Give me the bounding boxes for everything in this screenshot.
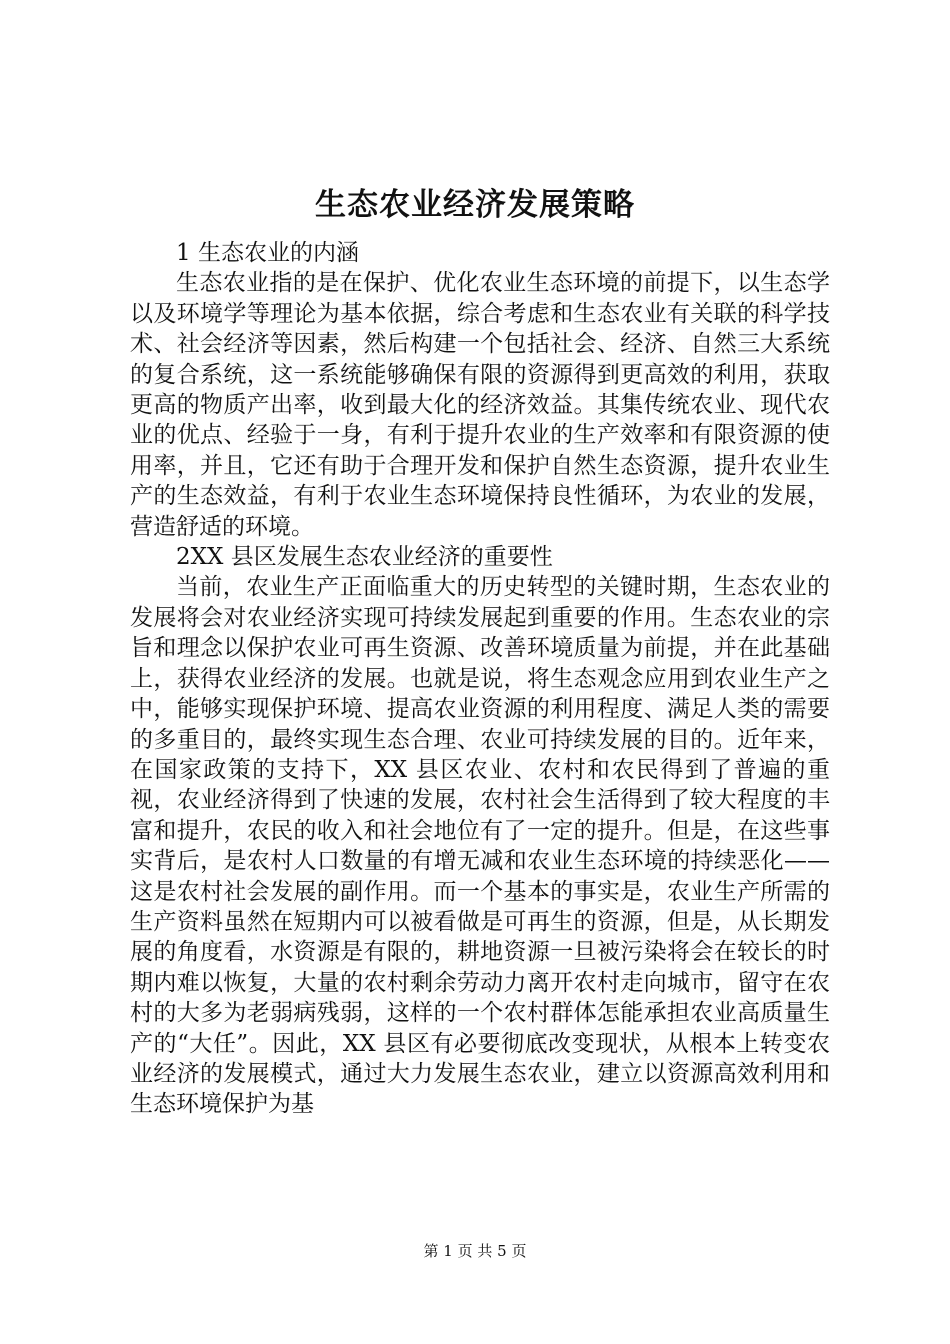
document-title: 生态农业经济发展策略 xyxy=(315,187,635,223)
section-paragraph-2: 当前，农业生产正面临重大的历史转型的关键时期，生态农业的发展将会对农业经济实现可持续发展起到重要的作用。生态农业的宗旨和理念以保护农业可再生资源、改善环境质量为前提，并在此基础上，获得农业经济的发展。也就是说，将生态观念应用到农业生产之中，能够实现保护环境、提高农业资源的利用程度、满足人类的需要的多重目的，最终实现生态合理、农业可持续发展的目的。近年来，在国家政策的支持下，XX 县区农业、农村和农民得到了普遍的重视，农业经济得到了快速的发展，农村社会生活得到了较大程度的丰富和提升，农民的收入和社会地位有了一定的提升。但是，在这些事实背后，是农村人口数量的有增无减和农业生态环境的持续恶化——这是农村社会发展的副作用。而一个基本的事实是，农业生产所需的生产资料虽然在短期内可以被看做是可再生的资源，但是，从长期发展的角度看，水资源是有限的，耕地资源一旦被污染将会在较长的时期内难以恢复，大量的农村剩余劳动力离开农村走向城市，留守在农村的大多为老弱病残弱，这样的一个农村群体怎能承担农业高质量生产的“大任”。因此，XX 县区有必要彻底改变现状，从根本上转变农业经济的发展模式，通过大力发展生态农业，建立以资源高效利用和生态环境保护为基 xyxy=(130,574,830,1118)
section-paragraph-1: 生态农业指的是在保护、优化农业生态环境的前提下，以生态学以及环境学等理论为基本依据，综合考虑和生态农业有关联的科学技术、社会经济等因素，然后构建一个包括社会、经济、自然三大系统的复合系统，这一系统能够确保有限的资源得到更高效的利用，获取更高的物质产出率，收到最大化的经济效益。其集传统农业、现代农业的优点、经验于一身，有利于提升农业的生产效率和有限资源的使用率，并且，它还有助于合理开发和保护自然生态资源，提升农业生产的生态效益，有利于农业生态环境保持良性循环，为农业的发展，营造舒适的环境。 xyxy=(130,270,830,540)
document-body xyxy=(130,238,830,1120)
section-heading-2: 2XX 县区发展生态农业经济的重要性 xyxy=(176,544,553,571)
section-heading-1: 1 生态农业的内涵 xyxy=(176,240,359,266)
page-footer: 第 1 页 共 5 页 xyxy=(423,1242,527,1260)
